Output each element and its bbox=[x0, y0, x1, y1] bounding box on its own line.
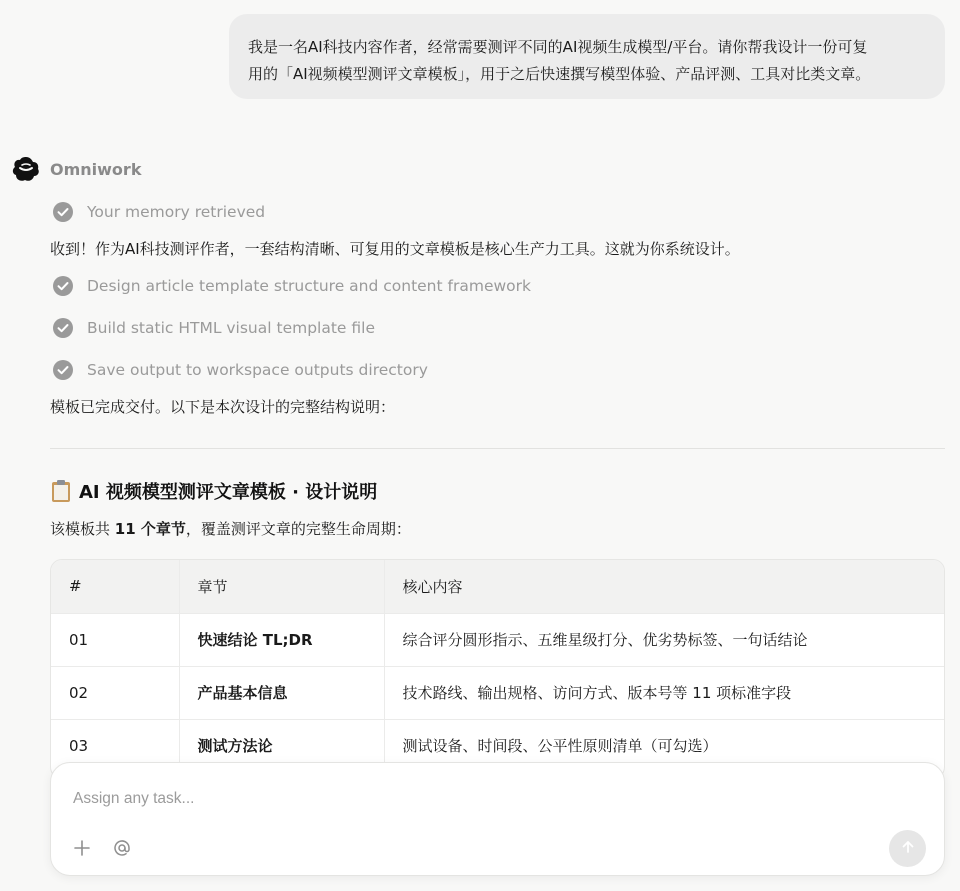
user-message-line: 用的「AI视频模型测评文章模板」，用于之后快速撰写模型体验、产品评测、工具对比类文章。 bbox=[248, 65, 871, 83]
section-intro bbox=[50, 518, 411, 539]
row-number: 03 bbox=[69, 736, 89, 755]
step-label: Your memory retrieved bbox=[87, 203, 266, 221]
assistant-header bbox=[11, 153, 141, 185]
row-number: 02 bbox=[69, 683, 89, 702]
table-header-row bbox=[51, 560, 944, 613]
table-row bbox=[51, 666, 944, 719]
chapter-content: 技术路线、输出规格、访问方式、版本号等 11 项标准字段 bbox=[384, 666, 944, 719]
row-number: 01 bbox=[69, 630, 89, 649]
section-heading bbox=[50, 478, 377, 504]
column-header: 核心内容 bbox=[384, 560, 944, 613]
check-circle-icon bbox=[52, 359, 74, 381]
arrow-up-icon bbox=[900, 839, 916, 859]
delivered-paragraph: 模板已完成交付。以下是本次设计的完整结构说明： bbox=[50, 398, 396, 416]
step-label: Build static HTML visual template file bbox=[87, 319, 375, 337]
chapter-name: 测试方法论 bbox=[179, 719, 384, 772]
user-message-line: 我是一名AI科技内容作者，经常需要测评不同的AI视频生成模型/平台。请你帮我设计一份可复 bbox=[248, 38, 868, 56]
step-design bbox=[52, 274, 531, 298]
task-input[interactable] bbox=[73, 787, 893, 811]
at-icon[interactable] bbox=[110, 836, 134, 860]
step-label: Design article template structure and content framework bbox=[87, 277, 531, 295]
task-composer bbox=[50, 762, 945, 876]
intro-text: ，覆盖测评文章的完整生命周期： bbox=[185, 520, 411, 538]
user-message-bubble bbox=[229, 14, 945, 99]
step-label: Save output to workspace outputs directory bbox=[87, 361, 428, 379]
plus-icon[interactable] bbox=[70, 836, 94, 860]
chapter-content: 测试设备、时间段、公平性原则清单（可勾选） bbox=[384, 719, 944, 772]
send-button[interactable] bbox=[889, 830, 926, 867]
step-save bbox=[52, 358, 428, 382]
divider bbox=[50, 448, 945, 449]
ack-paragraph: 收到！作为AI科技测评作者，一套结构清晰、可复用的文章模板是核心生产力工具。这就为你系统设计。 bbox=[50, 240, 740, 258]
assistant-name: Omniwork bbox=[50, 159, 142, 179]
check-circle-icon bbox=[52, 317, 74, 339]
check-circle-icon bbox=[52, 275, 74, 297]
intro-emphasis: 11 个章节 bbox=[114, 520, 186, 538]
check-circle-icon bbox=[52, 201, 74, 223]
clipboard-icon bbox=[50, 479, 72, 503]
column-header: # bbox=[69, 577, 82, 596]
step-memory bbox=[52, 200, 265, 224]
chapter-name: 快速结论 TL;DR bbox=[179, 613, 384, 666]
omniwork-logo-icon bbox=[11, 154, 41, 184]
step-build bbox=[52, 316, 375, 340]
section-title: AI 视频模型测评文章模板 · 设计说明 bbox=[79, 482, 378, 503]
chapter-table bbox=[50, 559, 945, 779]
chapter-name: 产品基本信息 bbox=[179, 666, 384, 719]
chapter-content: 综合评分圆形指示、五维星级打分、优劣势标签、一句话结论 bbox=[384, 613, 944, 666]
column-header: 章节 bbox=[179, 560, 384, 613]
table-row bbox=[51, 613, 944, 666]
intro-text: 该模板共 bbox=[50, 520, 115, 538]
